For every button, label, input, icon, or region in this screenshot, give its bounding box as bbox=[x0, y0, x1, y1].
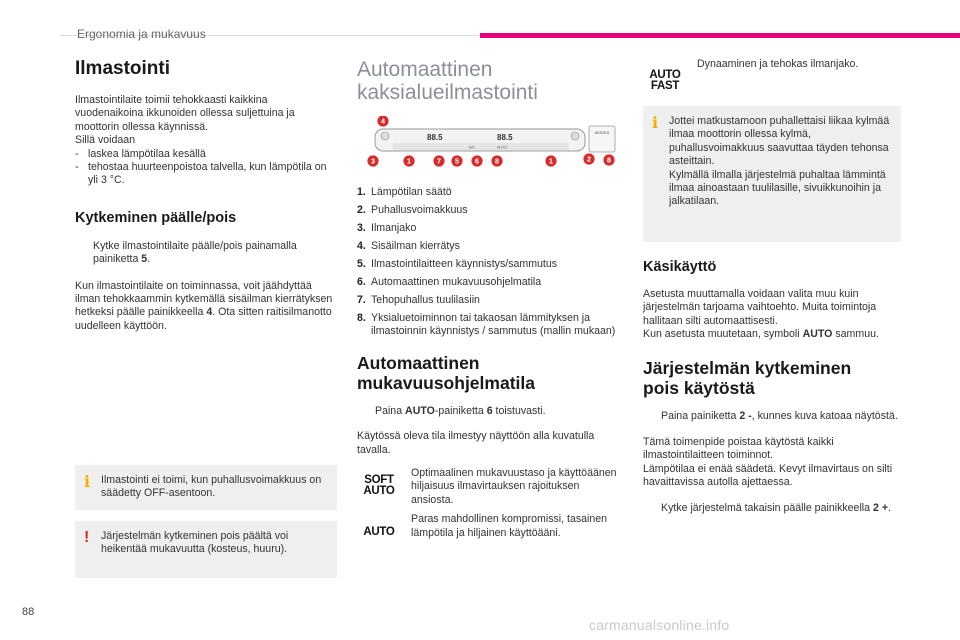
title-auto-comfort: Automaattinen mukavuusohjelmatila bbox=[357, 352, 535, 393]
svg-text:3: 3 bbox=[370, 156, 376, 166]
svg-text:4: 4 bbox=[380, 116, 386, 126]
auto-fast-row bbox=[643, 58, 905, 92]
svg-text:6: 6 bbox=[474, 156, 480, 166]
controls-list bbox=[357, 186, 622, 339]
bullet-marker bbox=[643, 502, 655, 515]
auto-text: Paras mahdollinen kompromissi, tasainen lämpötila ja hiljainen käyttöääni. bbox=[411, 513, 608, 539]
soft-auto-row bbox=[357, 467, 622, 507]
title-ilmastointi: Ilmastointi bbox=[75, 58, 171, 79]
title-auto-dual-zone: Automaattinen kaksialueilmastointi bbox=[357, 58, 538, 104]
intro-paragraph: Ilmastointilaite toimii tehokkaasti kaikkina vuodenaikoina ikkunoiden ollessa suljettuina ja moottorin ollessa käynnissä. Sillä voidaan bbox=[75, 94, 295, 147]
bullet-marker bbox=[75, 240, 87, 267]
header-accent-bar bbox=[480, 33, 960, 38]
svg-text:2: 2 bbox=[586, 154, 592, 164]
list-item: 2. Puhallusvoimakkuus bbox=[357, 204, 468, 216]
auto-badge: AUTO bbox=[363, 526, 395, 539]
panel-svg bbox=[357, 116, 619, 174]
svg-text:5: 5 bbox=[454, 156, 460, 166]
panel-modes-label: MODES bbox=[594, 130, 610, 135]
section-header: Ergonomia ja mukavuus bbox=[77, 27, 206, 41]
climate-control-panel-illustration bbox=[357, 116, 619, 174]
auto-fast-badge: AUTO FAST bbox=[649, 69, 681, 92]
panel-ac-label: A/C bbox=[469, 145, 475, 150]
off-paragraph: Tämä toimenpide poistaa käytöstä kaikki ilmastointilaitteen toiminnot. Lämpötilaa ei enää säädetä. Kevyt ilmavirtaus on silti havaittavissa autolla ajettaessa. bbox=[643, 435, 893, 489]
svg-text:8: 8 bbox=[606, 155, 612, 165]
list-item: 6. Automaattinen mukavuusohjelmatila bbox=[357, 276, 542, 288]
soft-auto-text: Optimaalinen mukavuustaso ja käyttöäänen hiljaisuus ilmavirtauksen rajoituksen ansiosta. bbox=[411, 467, 617, 506]
warning-note: ! Järjestelmän kytkeminen pois päältä voi heikentää mukavuutta (kosteus, huuru). bbox=[75, 521, 337, 578]
list-item: 4. Sisäilman kierrätys bbox=[357, 240, 460, 252]
info-icon: i bbox=[652, 113, 659, 132]
auto-press-instruction: Paina AUTO-painiketta 6 toistuvasti. bbox=[357, 405, 622, 418]
on-instruction: Kytke järjestelmä takaisin päälle painikkeella 2 +. bbox=[643, 502, 905, 515]
panel-temp-left: 88.5 bbox=[427, 133, 443, 142]
dash-item: - laskea lämpötilaa kesällä bbox=[75, 147, 206, 160]
info-note: i Ilmastointi ei toimi, kun puhallusvoimakkuus on säädetty OFF-asentoon. bbox=[75, 465, 337, 510]
svg-text:8: 8 bbox=[494, 156, 500, 166]
svg-text:7: 7 bbox=[436, 156, 442, 166]
column-left bbox=[75, 52, 337, 556]
off-instruction: Paina painiketta 2 -, kunnes kuva katoaa näytöstä. bbox=[643, 410, 905, 423]
svg-text:1: 1 bbox=[406, 156, 412, 166]
panel-temp-right: 88.5 bbox=[497, 133, 513, 142]
mode-paragraph: Käytössä oleva tila ilmestyy näyttöön alla kuvatulla tavalla. bbox=[357, 430, 595, 456]
list-item: 5. Ilmastointilaitteen käynnistys/sammutus bbox=[357, 258, 558, 270]
title-toggle: Kytkeminen päälle/pois bbox=[75, 209, 237, 226]
auto-row bbox=[357, 513, 622, 540]
soft-auto-badge: SOFT AUTO bbox=[363, 474, 395, 498]
list-item: 1. Lämpötilan säätö bbox=[357, 186, 452, 198]
manual-paragraph: Asetusta muuttamalla voidaan valita muu kuin järjestelmän tarjoama vaihtoehto. Muita toimintoja hallitaan silti automaattisesti. Kun asetusta muutetaan, symboli AUTO sammuu. bbox=[643, 287, 879, 341]
column-right bbox=[643, 52, 905, 515]
panel-auto-label: AUTO bbox=[497, 145, 507, 150]
bullet-marker bbox=[357, 405, 369, 418]
svg-text:1: 1 bbox=[548, 156, 554, 166]
title-system-off: Järjestelmän kytkeminen pois käytöstä bbox=[643, 358, 852, 399]
toggle-instruction: Kytke ilmastointilaite päälle/pois painamalla painiketta 5. bbox=[75, 240, 337, 267]
list-item: 3. Ilmanjako bbox=[357, 222, 417, 234]
knob-left bbox=[381, 132, 389, 140]
list-item: 8. Yksialuetoiminnon tai takaosan lämmityksen ja ilmastoinnin käynnistys / sammutus (mallin mukaan) bbox=[357, 312, 616, 338]
title-manual: Käsikäyttö bbox=[643, 258, 717, 275]
recirculation-paragraph: Kun ilmastointilaite on toiminnassa, voit jäähdyttää ilman tehokkaammin kytkemällä sisäilman kierrätyksen hetkeksi päälle painikkeella 4. Ota sitten raitisilmanotto uudelleen käyttöön. bbox=[75, 279, 333, 332]
page-number: 88 bbox=[22, 606, 35, 618]
auto-fast-text: Dynaaminen ja tehokas ilmanjako. bbox=[697, 58, 859, 70]
info-icon: i bbox=[84, 472, 91, 491]
bullet-marker bbox=[643, 410, 655, 423]
info-note-cold-start: i Jottei matkustamoon puhallettaisi liikaa kylmää ilmaa moottorin ollessa kylmä, puhallusvoimakkuus saavuttaa täyden tehonsa asteittain. Kylmällä ilmalla järjestelmä puhaltaa lämmintä ilmaa ainoastaan tuulilasille, sivuikkunoihin ja jalkatilaan. bbox=[643, 106, 901, 242]
list-item: 7. Tehopuhallus tuulilasiin bbox=[357, 294, 480, 306]
warning-icon: ! bbox=[84, 529, 90, 546]
knob-right bbox=[571, 132, 579, 140]
dash-item: - tehostaa huurteenpoistoa talvella, kun lämpötila on yli 3 °C. bbox=[75, 161, 327, 187]
column-middle bbox=[357, 52, 622, 540]
watermark: carmanualsonline.info bbox=[589, 617, 730, 633]
